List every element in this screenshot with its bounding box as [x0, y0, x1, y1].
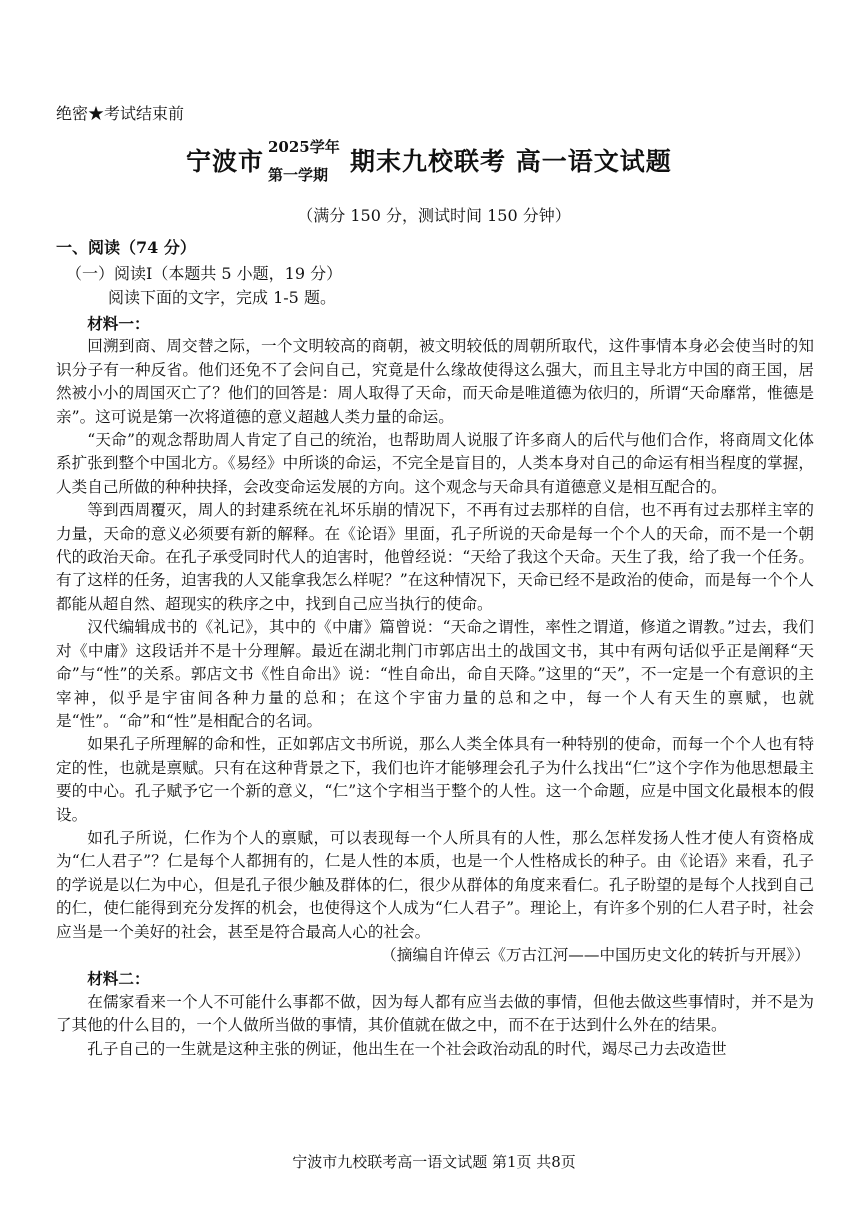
- paragraph: 回溯到商、周交替之际，一个文明较高的商朝，被文明较低的周朝所取代，这件事情本身必会使当时的知识分子有一种反省。他们还免不了会问自己，究竟是什么缘故使得这么强大，而且主导北方中国的商王国，居然被小小的周国灭亡了？他们的回答是：周人取得了天命，而天命是唯道德为依归的，所谓“天命靡常，惟德是亲”。这可说是第一次将道德的意义超越人类力量的命运。: [56, 337, 814, 426]
- reading-instruction: 阅读下面的文字，完成 1-5 题。: [108, 288, 336, 307]
- paragraph: 如孔子所说，仁作为个人的禀赋，可以表现每一个人所具有的人性，那么怎样发扬人性才使人有资格成为“仁人君子”？仁是每个人都拥有的，仁是人性的本质，也是一个人性格成长的种子。由《论语》来看，孔子的学说是以仁为中心，但是孔子很少触及群体的仁，很少从群体的角度来看仁。孔子盼望的是每个人找到自己的仁，使仁能得到充分发挥的机会，也使得这个人成为“仁人君子”。理论上，有许多个别的仁人君子时，社会应当是一个美好的社会，甚至是符合最高人心的社会。: [56, 828, 814, 941]
- paragraph: 孔子自己的一生就是这种主张的例证，他出生在一个社会政治动乱的时代，竭尽己力去改造世: [87, 1039, 727, 1058]
- paragraph: 等到西周覆灭，周人的封建系统在礼坏乐崩的情况下，不再有过去那样的自信，也不再有过去那样主宰的力量，天命的意义必须要有新的解释。在《论语》里面，孔子所说的天命是每一个个人的天命，而不是一个朝代的政治天命。在孔子承受同时代人的迫害时，他曾经说：“天给了我这个天命。天生了我，给了我一个任务。有了这样的任务，迫害我的人又能拿我怎么样呢？”在这种情况下，天命已经不是政治的使命，而是每一个个人都能从超自然、超现实的秩序之中，找到自己应当执行的使命。: [56, 501, 814, 613]
- confidential-mark: 绝密★考试结束前: [56, 104, 185, 123]
- paragraph: 在儒家看来一个人不可能什么事都不做，因为每人都有应当去做的事情，但他去做这些事情时，并不是为了其他的什么目的，一个人做所当做的事情，其价值就在做之中，而不在于达到什么外在的结果。: [56, 992, 814, 1035]
- section-heading: 一、阅读（74 分）: [56, 238, 196, 257]
- title-main: 期末九校联考 高一语文试题: [350, 147, 672, 176]
- page-footer: 宁波市九校联考高一语文试题 第1页 共8页: [292, 1153, 576, 1171]
- material-2-label: 材料二：: [87, 969, 150, 989]
- exam-subtitle: （满分 150 分，测试时间 150 分钟）: [297, 206, 571, 225]
- paragraph: 如果孔子所理解的命和性，正如郭店文书所说，那么人类全体具有一种特别的使命，而每一个个人也有特定的性，也就是禀赋。只有在这种背景之下，我们也许才能够理会孔子为什么找出“仁”这个字作为他思想最主要的中心。孔子赋予它一个新的意义，“仁”这个字相当于整个的人性。这一个命题，应是中国文化最根本的假设。: [56, 735, 814, 824]
- exam-title: [0, 136, 868, 188]
- material-1-label: 材料一：: [87, 314, 150, 333]
- subsection-heading: （一）阅读Ⅰ（本题共 5 小题，19 分）: [66, 264, 343, 283]
- paragraph: 汉代编辑成书的《礼记》，其中的《中庸》篇曾说：“天命之谓性，率性之谓道，修道之谓教。”过去，我们对《中庸》这段话并不是十分理解。最近在湖北荆门市郭店出土的战国文书，其中有两句话似乎正是阐释“天命”与“性”的关系。郭店文书《性自命出》说：“性自命出，命自天降。”这里的“天”，不一定是一个有意识的主宰神，似乎是宇宙间各种力量的总和；在这个宇宙力量的总和之中，每一个人有天生的禀赋，也就是“性”。“命”和“性”是相配合的名词。: [56, 618, 814, 730]
- paragraph: “天命”的观念帮助周人肯定了自己的统治，也帮助周人说服了许多商人的后代与他们合作，将商周文化体系扩张到整个中国北方。《易经》中所谈的命运，不完全是盲目的，人类本身对自己的命运有相当程度的掌握，人类自己所做的种种抉择，会改变命运发展的方向。这个观念与天命具有道德意义是相互配合的。: [56, 431, 814, 496]
- title-year: 2025学年: [268, 138, 340, 156]
- passage-body: [56, 312, 814, 1061]
- title-term: 第一学期: [268, 166, 329, 184]
- title-city: 宁波市: [186, 147, 265, 176]
- material-1-source: （摘编自许倬云《万古江河——中国历史文化的转折与开展》）: [381, 945, 810, 964]
